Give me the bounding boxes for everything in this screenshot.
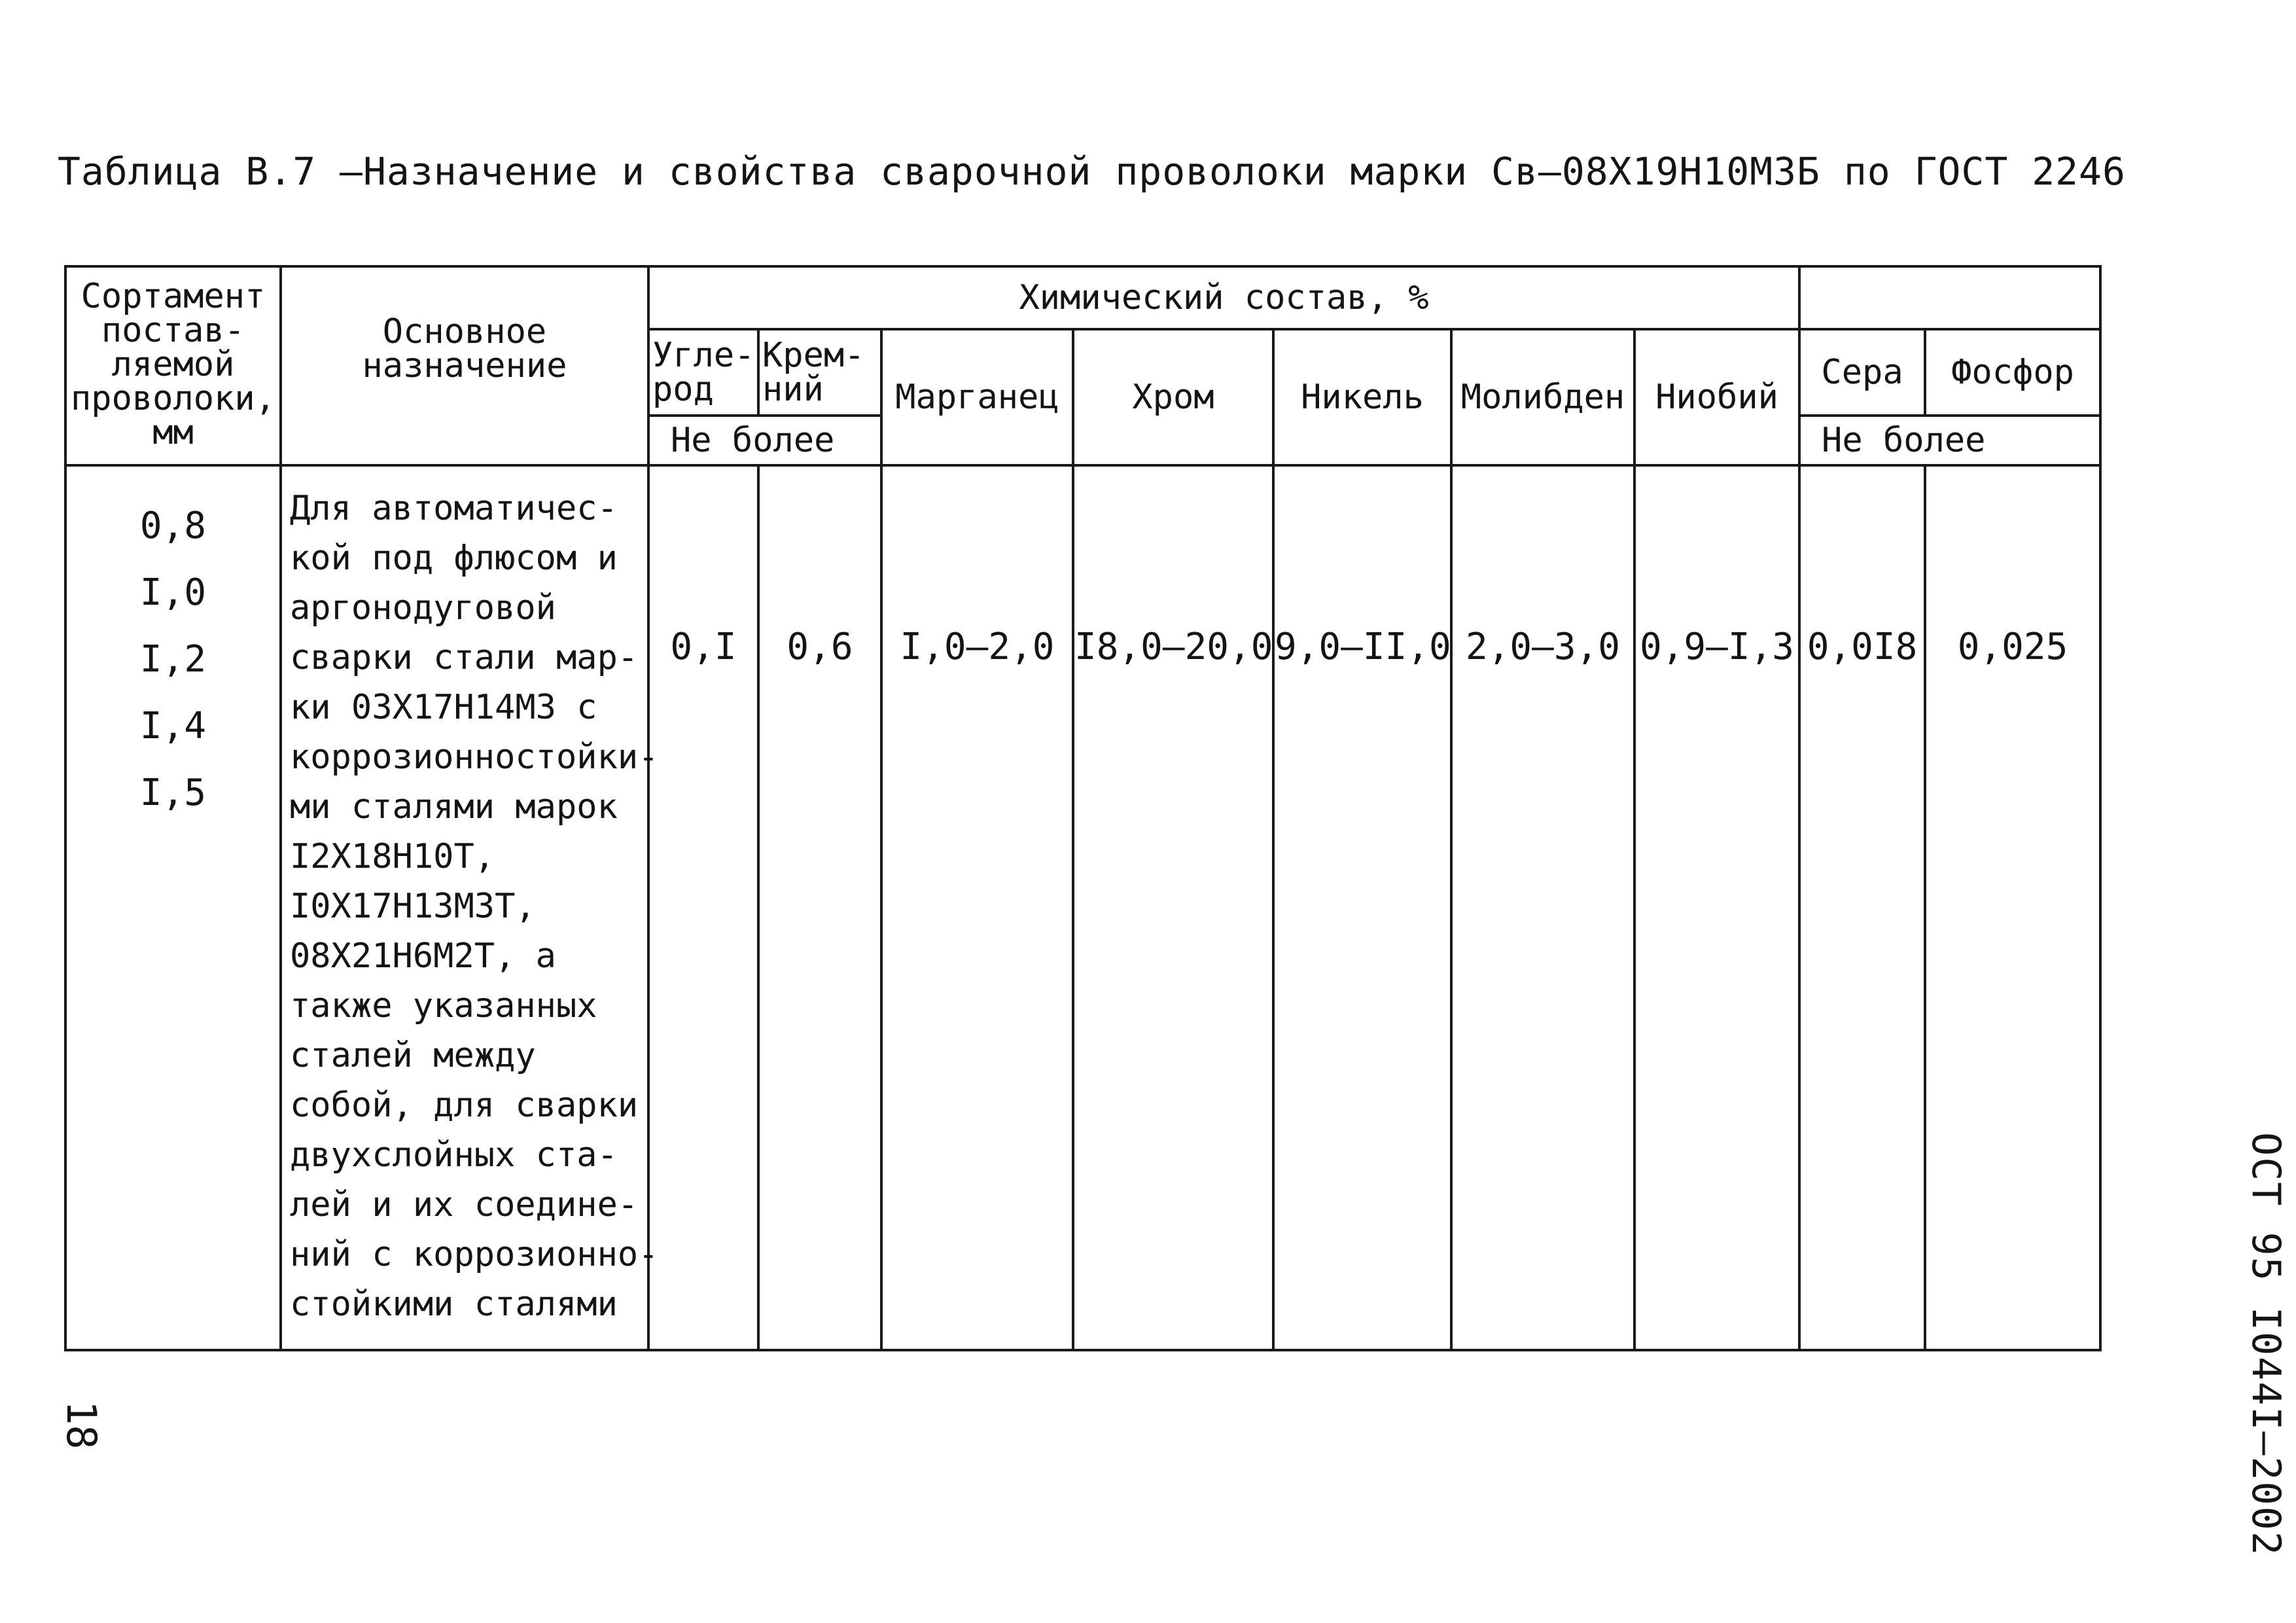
header-no-more-right: Не более <box>1799 416 2100 465</box>
cell-carbon: 0,I <box>648 465 758 1350</box>
size-value: I,0 <box>139 571 207 614</box>
purpose-line: ний с коррозионно- <box>290 1235 659 1274</box>
purpose-line: сталей между <box>290 1036 536 1075</box>
cell-phosphorus: 0,025 <box>1925 465 2100 1350</box>
header-chemical-composition: Химический состав, % <box>648 266 1799 329</box>
header-carbon <box>648 329 758 416</box>
page-number: 18 <box>58 1400 105 1450</box>
purpose-line: коррозионностойки- <box>290 738 659 777</box>
header-silicon-line: Крем- <box>762 336 865 375</box>
header-silicon-line: ний <box>762 370 824 409</box>
header-purpose <box>281 266 648 465</box>
header-no-more-left: Не более <box>648 416 881 465</box>
purpose-line: I0Х17Н13М3Т, <box>290 887 536 926</box>
cell-purpose <box>281 465 659 1350</box>
header-sortament-line: ляемой <box>111 345 235 384</box>
header-purpose-line: назначение <box>362 346 567 385</box>
cell-niobium: 0,9–I,3 <box>1634 465 1799 1350</box>
document-code: ОСТ 95 I044I–2002 <box>2243 1132 2289 1557</box>
header-niobium: Ниобий <box>1634 329 1799 465</box>
header-nickel: Никель <box>1273 329 1451 465</box>
header-row-1 <box>65 266 2100 329</box>
size-value: I,4 <box>139 705 207 747</box>
purpose-line: также указанных <box>290 986 597 1026</box>
purpose-line: стойкими сталями <box>290 1285 618 1324</box>
size-value: I,5 <box>139 772 207 814</box>
cell-molybdenum: 2,0–3,0 <box>1451 465 1634 1350</box>
header-sortament-line: постав- <box>101 311 245 350</box>
purpose-line: 08Х21Н6М2Т, а <box>290 936 556 976</box>
cell-sizes <box>65 465 281 1350</box>
composition-table <box>64 265 2102 1351</box>
purpose-line: I2Х18Н10Т, <box>290 837 495 876</box>
purpose-line: двухслойных ста- <box>290 1135 618 1175</box>
cell-sulfur: 0,0I8 <box>1799 465 1925 1350</box>
purpose-line: ки 03Х17Н14М3 с <box>290 688 597 727</box>
purpose-line: Для автоматичес- <box>290 489 618 528</box>
header-sulfur: Сера <box>1799 329 1925 416</box>
cell-chrome: I8,0–20,0 <box>1073 465 1273 1350</box>
purpose-line: ми сталями марок <box>290 787 618 827</box>
size-value: I,2 <box>139 638 207 681</box>
purpose-line: лей и их соедине- <box>290 1185 639 1224</box>
table-row <box>65 465 2100 1350</box>
cell-silicon: 0,6 <box>758 465 881 1350</box>
table-title: Таблица В.7 –Назначение и свойства сварочной проволоки марки Св–08Х19Н10М3Б по ГОСТ 2246 <box>58 149 2126 194</box>
header-chrome: Хром <box>1073 329 1273 465</box>
header-purpose-line: Основное <box>382 312 547 351</box>
header-molybdenum: Молибден <box>1451 329 1634 465</box>
header-sortament-line: Сортамент <box>80 277 266 316</box>
header-carbon-line: род <box>652 370 714 409</box>
cell-nickel: 9,0–II,0 <box>1273 465 1451 1350</box>
header-manganese: Марганец <box>881 329 1073 465</box>
header-phosphorus: Фосфор <box>1925 329 2100 416</box>
header-carbon-line: Угле- <box>652 336 755 375</box>
cell-manganese: I,0–2,0 <box>881 465 1073 1350</box>
purpose-line: сварки стали мар- <box>290 638 639 677</box>
purpose-line: аргонодуговой <box>290 588 556 628</box>
purpose-line: собой, для сварки <box>290 1086 639 1125</box>
header-sortament-line: мм <box>152 413 194 452</box>
header-silicon <box>758 329 881 416</box>
size-value: 0,8 <box>139 505 207 547</box>
header-empty <box>1799 266 2100 329</box>
header-sortament-line: проволоки, <box>70 379 276 418</box>
header-sortament <box>65 266 281 465</box>
purpose-line: кой под флюсом и <box>290 539 618 578</box>
